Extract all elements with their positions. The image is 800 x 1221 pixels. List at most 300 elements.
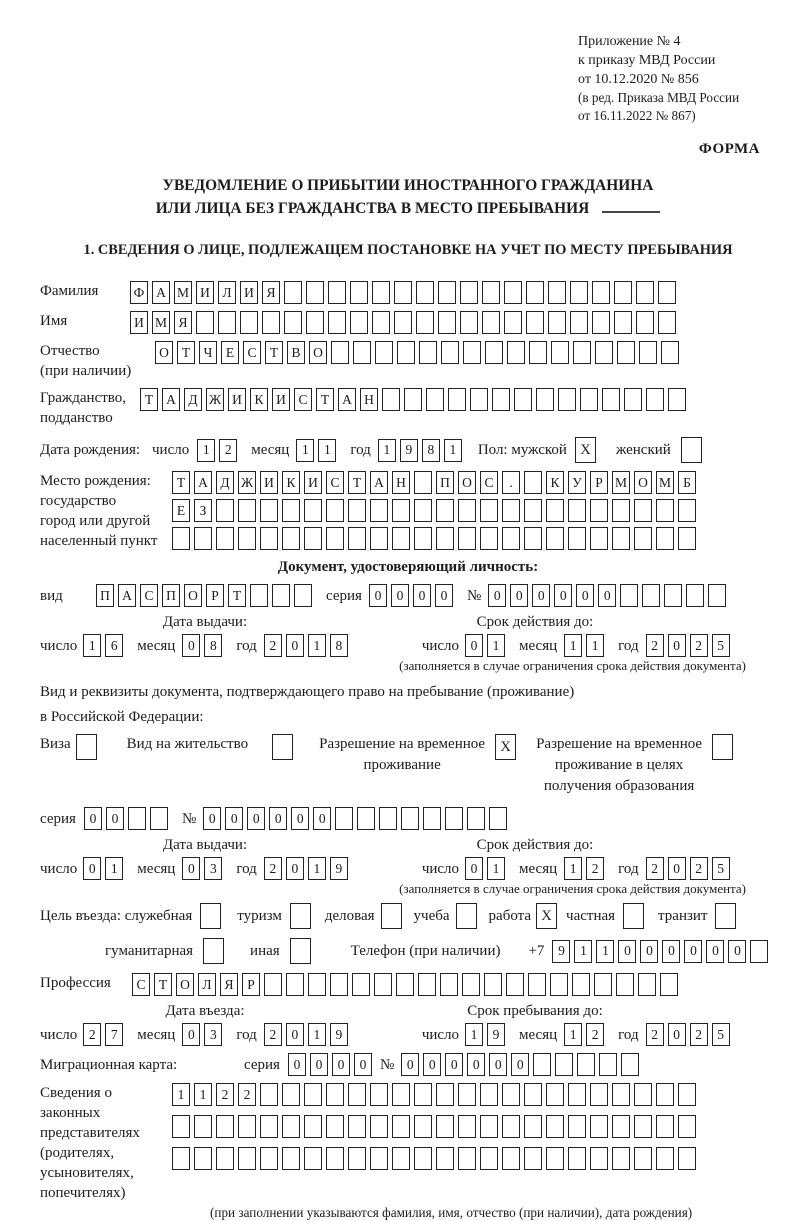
char-cell — [326, 1147, 344, 1170]
char-cell — [458, 1115, 476, 1138]
char-cell: 0 — [313, 807, 331, 830]
char-cell: 1 — [83, 634, 101, 657]
issue-day-cells — [83, 634, 127, 657]
birth-date-label: Дата рождения: — [40, 442, 141, 458]
residence-doc-series-row — [40, 807, 776, 830]
series-label-3: серия — [244, 1056, 280, 1073]
char-cell — [524, 499, 542, 522]
char-cell — [550, 973, 568, 996]
char-cell — [681, 437, 702, 463]
char-cell — [194, 527, 212, 550]
char-cell: 1 — [564, 1023, 582, 1046]
entry-stay-dates — [40, 1023, 776, 1046]
char-cell — [507, 341, 525, 364]
purpose-study-label: учеба — [413, 908, 450, 924]
char-cell — [568, 1147, 586, 1170]
issue-month-cells — [182, 634, 226, 657]
char-cell — [570, 281, 588, 304]
char-cell: И — [130, 311, 148, 334]
char-cell: 0 — [332, 1053, 350, 1076]
char-cell: О — [184, 584, 202, 607]
char-cell — [294, 584, 312, 607]
char-cell — [715, 903, 736, 929]
birth-date-row — [40, 437, 776, 463]
char-cell — [642, 584, 660, 607]
char-cell: И — [260, 471, 278, 494]
char-cell: С — [326, 471, 344, 494]
char-cell — [577, 1053, 595, 1076]
char-cell — [656, 527, 674, 550]
char-cell: П — [162, 584, 180, 607]
char-cell — [348, 527, 366, 550]
char-cell: Т — [172, 471, 190, 494]
char-cell: О — [176, 973, 194, 996]
residence-issue-year — [264, 857, 352, 880]
residence-permit-item — [127, 734, 297, 760]
char-cell: 0 — [247, 807, 265, 830]
char-cell — [568, 1083, 586, 1106]
char-cell: 1 — [465, 1023, 483, 1046]
char-cell — [526, 311, 544, 334]
char-cell — [414, 527, 432, 550]
representatives-row2 — [172, 1115, 700, 1138]
migration-card-row — [40, 1053, 776, 1076]
char-cell — [634, 1115, 652, 1138]
char-cell: 0 — [488, 584, 506, 607]
char-cell: 1 — [194, 1083, 212, 1106]
char-cell: 1 — [487, 634, 505, 657]
char-cell: 3 — [204, 857, 222, 880]
char-cell — [196, 311, 214, 334]
char-cell — [238, 1115, 256, 1138]
header-line-3: от 10.12.2020 № 856 — [578, 72, 699, 87]
char-cell — [580, 388, 598, 411]
char-cell: А — [118, 584, 136, 607]
char-cell — [419, 341, 437, 364]
char-cell — [308, 973, 326, 996]
char-cell: 0 — [489, 1053, 507, 1076]
char-cell — [524, 1115, 542, 1138]
char-cell — [392, 527, 410, 550]
valid-year-cells — [646, 634, 734, 657]
residence-valid-month — [564, 857, 608, 880]
char-cell — [502, 527, 520, 550]
char-cell: 1 — [172, 1083, 190, 1106]
char-cell — [304, 1147, 322, 1170]
char-cell: 2 — [586, 1023, 604, 1046]
char-cell — [397, 341, 415, 364]
char-cell: Д — [216, 471, 234, 494]
char-cell — [328, 281, 346, 304]
char-cell: А — [152, 281, 170, 304]
residence-permit-label: Вид на жительство — [126, 736, 249, 752]
char-cell — [381, 903, 402, 929]
char-cell — [328, 311, 346, 334]
char-cell — [678, 1115, 696, 1138]
purpose-work-label: работа — [488, 908, 532, 924]
birth-day-cells — [197, 439, 241, 462]
char-cell — [326, 1083, 344, 1106]
migration-number-cells — [401, 1053, 643, 1076]
char-cell — [590, 1115, 608, 1138]
header-line-5: от 16.11.2022 № 867) — [578, 108, 696, 123]
migration-card-label: Миграционная карта: — [40, 1056, 178, 1073]
char-cell — [260, 1115, 278, 1138]
char-cell: Е — [221, 341, 239, 364]
char-cell: Ч — [199, 341, 217, 364]
char-cell: Р — [590, 471, 608, 494]
visa-label: Виза — [40, 736, 71, 752]
char-cell: 1 — [444, 439, 462, 462]
char-cell — [463, 341, 481, 364]
char-cell — [262, 311, 280, 334]
purpose-row-2 — [105, 938, 776, 964]
phone-label: Телефон (при наличии) — [350, 943, 501, 959]
citizenship-row — [40, 388, 776, 428]
char-cell: 7 — [105, 1023, 123, 1046]
profession-row — [40, 973, 776, 996]
purpose-tourism-label: туризм — [237, 908, 282, 924]
char-cell: . — [502, 471, 520, 494]
char-cell — [441, 341, 459, 364]
purpose-work-checkbox — [536, 903, 561, 929]
valid-until-title: Срок действия до: — [476, 614, 594, 630]
identity-doc-heading: Документ, удостоверяющий личность: — [277, 559, 539, 575]
valid-day-cells — [465, 634, 509, 657]
char-cell — [612, 499, 630, 522]
char-cell: 0 — [354, 1053, 372, 1076]
given-name-label: Имя — [40, 313, 68, 329]
char-cell — [529, 341, 547, 364]
char-cell — [480, 1147, 498, 1170]
char-cell — [200, 903, 221, 929]
char-cell — [304, 499, 322, 522]
identity-issue-date: число 1 6 месяц 0 8 год 2 0 1 8 — [40, 634, 352, 657]
char-cell — [708, 584, 726, 607]
char-cell: 9 — [552, 940, 570, 963]
patronymic-label: Отчество (при наличии) — [40, 343, 132, 379]
char-cell: 1 — [308, 634, 326, 657]
char-cell — [526, 281, 544, 304]
char-cell — [436, 499, 454, 522]
surname-row — [40, 281, 776, 304]
char-cell — [304, 527, 322, 550]
entry-year-cells — [264, 1023, 352, 1046]
char-cell — [620, 584, 638, 607]
profession-cells — [132, 973, 682, 996]
birth-year-cells — [378, 439, 466, 462]
char-cell — [282, 527, 300, 550]
char-cell — [282, 1115, 300, 1138]
char-cell — [612, 1147, 630, 1170]
sex-male-checkbox — [575, 437, 600, 463]
char-cell: 2 — [264, 634, 282, 657]
char-cell — [548, 311, 566, 334]
purpose-business-checkbox — [381, 903, 406, 929]
forma-label: ФОРМА — [698, 141, 760, 157]
number-label-3: № — [379, 1056, 395, 1073]
char-cell: 2 — [219, 439, 237, 462]
char-cell — [416, 281, 434, 304]
char-cell: 8 — [204, 634, 222, 657]
char-cell — [436, 527, 454, 550]
char-cell — [304, 1115, 322, 1138]
sex-male-label: Пол: мужской — [477, 442, 567, 458]
char-cell — [656, 1083, 674, 1106]
char-cell — [238, 499, 256, 522]
char-cell — [470, 388, 488, 411]
char-cell: 0 — [668, 634, 686, 657]
year-label: год — [350, 442, 371, 458]
birth-month-cells — [296, 439, 340, 462]
char-cell — [414, 1147, 432, 1170]
doc-series-cells — [369, 584, 457, 607]
char-cell — [621, 1053, 639, 1076]
char-cell: 0 — [511, 1053, 529, 1076]
purpose-private-checkbox — [623, 903, 648, 929]
char-cell — [594, 973, 612, 996]
char-cell — [264, 973, 282, 996]
purpose-official-checkbox — [200, 903, 225, 929]
char-cell — [480, 499, 498, 522]
char-cell: 1 — [197, 439, 215, 462]
char-cell: 9 — [330, 857, 348, 880]
char-cell — [568, 527, 586, 550]
char-cell — [592, 281, 610, 304]
edu-permit-item — [536, 734, 737, 797]
purpose-official-label: Цель въезда: служебная — [40, 908, 193, 924]
identity-doc-row — [40, 584, 776, 607]
char-cell: О — [155, 341, 173, 364]
char-cell: 0 — [369, 584, 387, 607]
entry-date-titles — [40, 1003, 776, 1020]
char-cell: 3 — [204, 1023, 222, 1046]
char-cell — [599, 1053, 617, 1076]
char-cell: 2 — [690, 634, 708, 657]
char-cell: 0 — [203, 807, 221, 830]
char-cell — [639, 341, 657, 364]
char-cell — [502, 1115, 520, 1138]
char-cell — [260, 499, 278, 522]
char-cell — [634, 499, 652, 522]
char-cell: 0 — [286, 634, 304, 657]
char-cell — [458, 499, 476, 522]
char-cell — [614, 311, 632, 334]
char-cell — [216, 527, 234, 550]
char-cell: 0 — [413, 584, 431, 607]
char-cell — [401, 807, 419, 830]
char-cell: Я — [220, 973, 238, 996]
birth-place-labels: Место рождения: государство город или другой населенный пункт — [40, 473, 158, 549]
char-cell — [286, 973, 304, 996]
profession-label: Профессия — [40, 975, 111, 991]
char-cell: 2 — [83, 1023, 101, 1046]
char-cell: 0 — [554, 584, 572, 607]
char-cell — [656, 1147, 674, 1170]
char-cell: 1 — [308, 857, 326, 880]
representatives-block — [40, 1083, 776, 1203]
char-cell — [348, 1147, 366, 1170]
header-line-2: к приказу МВД России — [578, 53, 716, 68]
char-cell — [172, 1115, 190, 1138]
char-cell — [352, 973, 370, 996]
char-cell — [331, 341, 349, 364]
char-cell — [624, 388, 642, 411]
form-title-line1: УВЕДОМЛЕНИЕ О ПРИБЫТИИ ИНОСТРАННОГО ГРАЖДАНИНА — [162, 177, 654, 194]
char-cell: 0 — [310, 1053, 328, 1076]
residence-doc-types — [40, 734, 776, 797]
char-cell — [290, 903, 311, 929]
char-cell — [423, 807, 441, 830]
char-cell: А — [162, 388, 180, 411]
char-cell: Ж — [206, 388, 224, 411]
char-cell — [548, 281, 566, 304]
char-cell: 2 — [646, 857, 664, 880]
char-cell: Т — [348, 471, 366, 494]
purpose-private-label: частная — [566, 908, 616, 924]
char-cell — [448, 388, 466, 411]
char-cell — [370, 1147, 388, 1170]
char-cell — [536, 388, 554, 411]
char-cell — [357, 807, 375, 830]
char-cell: 1 — [105, 857, 123, 880]
char-cell — [678, 1083, 696, 1106]
char-cell: 9 — [400, 439, 418, 462]
char-cell — [414, 499, 432, 522]
char-cell — [612, 1115, 630, 1138]
char-cell — [150, 807, 168, 830]
phone-prefix: +7 — [528, 943, 545, 959]
char-cell — [506, 973, 524, 996]
char-cell — [348, 499, 366, 522]
char-cell: 1 — [574, 940, 592, 963]
char-cell — [348, 1115, 366, 1138]
char-cell: 0 — [465, 857, 483, 880]
char-cell: 8 — [330, 634, 348, 657]
char-cell: К — [546, 471, 564, 494]
char-cell: З — [194, 499, 212, 522]
char-cell — [172, 1147, 190, 1170]
char-cell: С — [480, 471, 498, 494]
char-cell: Ф — [130, 281, 148, 304]
identity-valid-date: число 0 1 месяц 1 1 год 2 0 2 5 — [422, 634, 734, 657]
char-cell — [460, 281, 478, 304]
char-cell: Т — [177, 341, 195, 364]
char-cell — [638, 973, 656, 996]
char-cell: 1 — [564, 857, 582, 880]
char-cell — [216, 499, 234, 522]
char-cell — [372, 281, 390, 304]
char-cell — [636, 281, 654, 304]
char-cell: 0 — [435, 584, 453, 607]
char-cell: О — [309, 341, 327, 364]
char-cell — [458, 1147, 476, 1170]
char-cell: 0 — [83, 857, 101, 880]
char-cell — [416, 311, 434, 334]
char-cell — [480, 527, 498, 550]
char-cell: А — [338, 388, 356, 411]
char-cell — [414, 1115, 432, 1138]
char-cell — [372, 311, 390, 334]
entry-date-title: Дата въезда: — [165, 1003, 245, 1019]
char-cell — [350, 281, 368, 304]
residence-number-cells — [203, 807, 511, 830]
given-name-cells — [130, 311, 680, 334]
char-cell — [414, 1083, 432, 1106]
char-cell — [528, 973, 546, 996]
char-cell — [414, 471, 432, 494]
purpose-humanitarian-checkbox — [203, 938, 228, 964]
char-cell: 5 — [712, 1023, 730, 1046]
char-cell — [504, 281, 522, 304]
char-cell — [546, 527, 564, 550]
char-cell — [480, 1083, 498, 1106]
char-cell: 0 — [445, 1053, 463, 1076]
char-cell — [284, 311, 302, 334]
char-cell — [664, 584, 682, 607]
char-cell: 0 — [401, 1053, 419, 1076]
char-cell: 6 — [105, 634, 123, 657]
representatives-cells — [172, 1083, 776, 1175]
char-cell: С — [294, 388, 312, 411]
char-cell — [326, 1115, 344, 1138]
char-cell — [524, 527, 542, 550]
char-cell — [678, 527, 696, 550]
char-cell: 5 — [712, 634, 730, 657]
issue-date-title: Дата выдачи: — [162, 614, 248, 630]
char-cell: 0 — [225, 807, 243, 830]
char-cell: Т — [228, 584, 246, 607]
char-cell — [172, 527, 190, 550]
char-cell — [617, 341, 635, 364]
char-cell — [306, 281, 324, 304]
header-line-1: Приложение № 4 — [578, 34, 681, 49]
char-cell: 0 — [269, 807, 287, 830]
char-cell: 0 — [467, 1053, 485, 1076]
char-cell — [462, 973, 480, 996]
char-cell: 0 — [286, 857, 304, 880]
char-cell: 0 — [391, 584, 409, 607]
char-cell: 9 — [487, 1023, 505, 1046]
char-cell: П — [436, 471, 454, 494]
char-cell — [458, 527, 476, 550]
char-cell — [634, 1147, 652, 1170]
birth-place-row1 — [172, 471, 700, 494]
char-cell — [570, 311, 588, 334]
residence-valid-day — [465, 857, 509, 880]
char-cell — [489, 807, 507, 830]
char-cell — [590, 527, 608, 550]
char-cell — [595, 341, 613, 364]
limit-note-2: (заполняется в случае ограничения срока действия документа) — [399, 881, 746, 896]
char-cell: С — [140, 584, 158, 607]
char-cell — [260, 1083, 278, 1106]
day-label: число — [152, 442, 190, 458]
char-cell: Р — [206, 584, 224, 607]
char-cell — [533, 1053, 551, 1076]
char-cell — [194, 1115, 212, 1138]
char-cell — [370, 527, 388, 550]
char-cell: 0 — [662, 940, 680, 963]
char-cell — [284, 281, 302, 304]
char-cell — [238, 527, 256, 550]
char-cell: X — [536, 903, 557, 929]
char-cell — [335, 807, 353, 830]
char-cell: Я — [262, 281, 280, 304]
char-cell: 2 — [216, 1083, 234, 1106]
char-cell: 0 — [510, 584, 528, 607]
char-cell — [660, 973, 678, 996]
